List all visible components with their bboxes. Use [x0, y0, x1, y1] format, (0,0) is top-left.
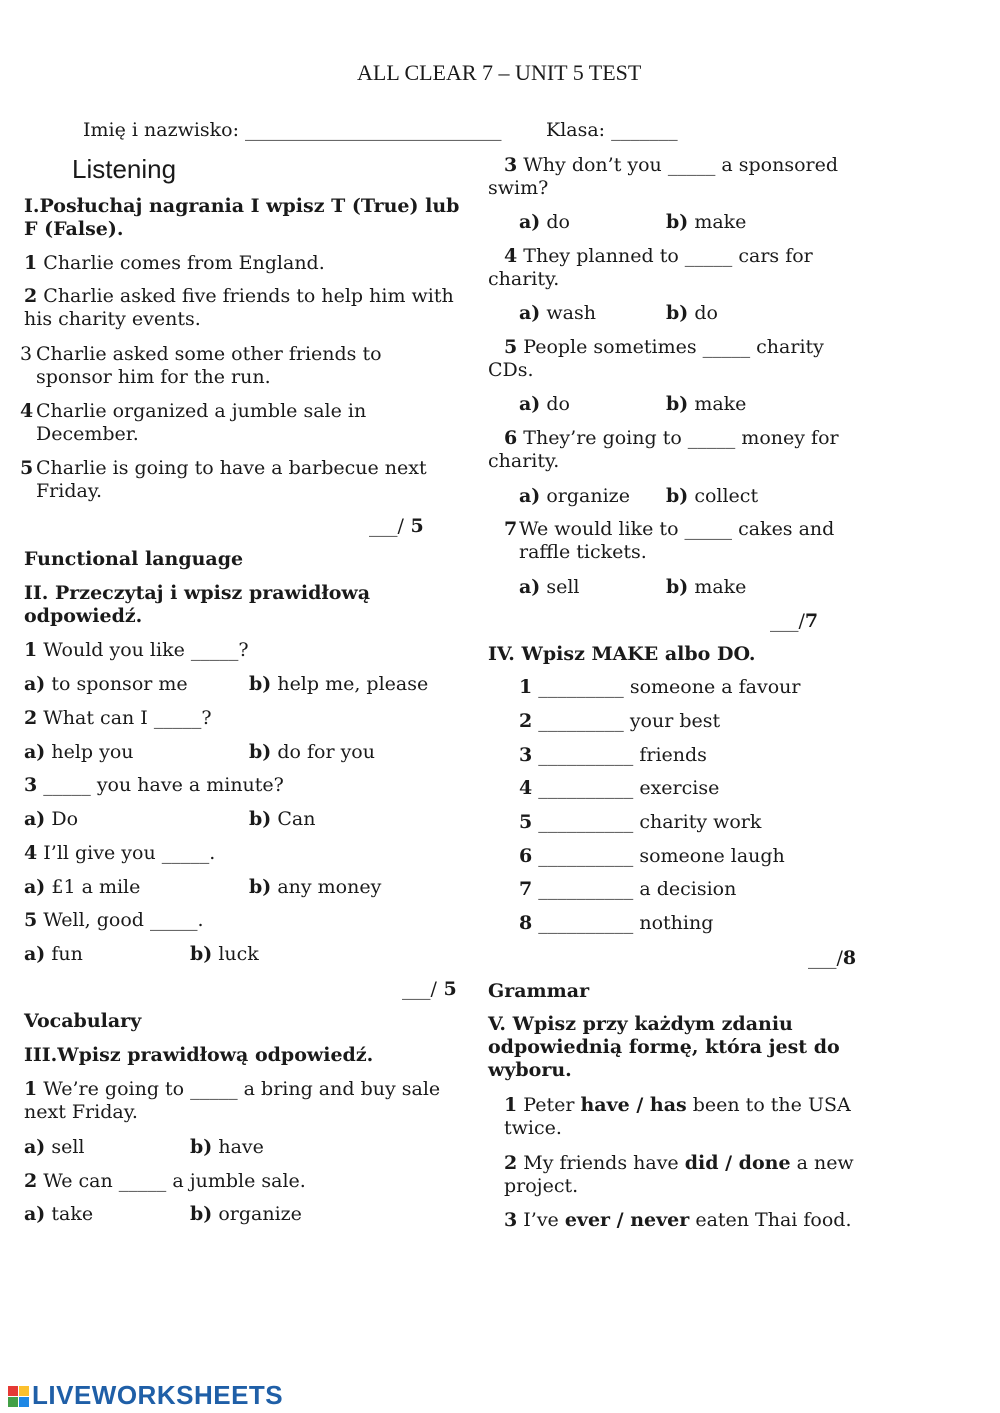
option-b[interactable]: b) organize — [190, 1203, 302, 1225]
functional-question: 2 What can I _____? — [24, 707, 212, 729]
option-b[interactable]: b) make — [666, 576, 747, 598]
option-a[interactable]: a) take — [24, 1203, 94, 1225]
grammar-heading: Grammar — [488, 980, 590, 1002]
functional-question: 3 _____ you have a minute? — [24, 774, 284, 796]
vocabulary-question: 2 We can _____ a jumble sale. — [24, 1170, 306, 1192]
make-do-item[interactable]: 6 __________ someone laugh — [519, 845, 785, 867]
make-do-item[interactable]: 2 _________ your best — [519, 710, 721, 732]
option-b[interactable]: b) make — [666, 393, 747, 415]
listening-item-number: 5 — [20, 457, 34, 479]
option-b[interactable]: b) do — [666, 302, 718, 324]
listening-item-number: 3 — [20, 343, 33, 365]
grammar-item[interactable]: 1 Peter have / has been to the USA twice. — [504, 1094, 851, 1139]
option-a[interactable]: a) sell — [519, 576, 580, 598]
functional-question: 1 Would you like _____? — [24, 639, 249, 661]
listening-instruction: I.Posłuchaj nagrania I wpisz T (True) lub F (False). — [24, 195, 460, 240]
listening-item: 1 Charlie comes from England. — [24, 252, 325, 274]
listening-heading: Listening — [72, 154, 177, 184]
page-title: ALL CLEAR 7 – UNIT 5 TEST — [357, 60, 642, 85]
make-do-item[interactable]: 4 __________ exercise — [519, 777, 720, 799]
listening-item: Charlie organized a jumble sale in December. — [36, 400, 367, 445]
make-do-item[interactable]: 3 __________ friends — [519, 744, 707, 766]
option-a[interactable]: a) to sponsor me — [24, 673, 188, 695]
option-b[interactable]: b) any money — [249, 876, 382, 898]
option-a[interactable]: a) do — [519, 211, 570, 233]
listening-score[interactable]: ___/ 5 — [369, 515, 424, 537]
option-b[interactable]: b) do for you — [249, 741, 375, 763]
option-a[interactable]: a) £1 a mile — [24, 876, 141, 898]
option-b[interactable]: b) make — [666, 211, 747, 233]
option-a[interactable]: a) fun — [24, 943, 83, 965]
name-field[interactable]: Imię i nazwisko: ___________________________ — [83, 119, 502, 141]
option-b[interactable]: b) luck — [190, 943, 259, 965]
vocabulary-item-number: 7 — [504, 518, 518, 540]
grammar-item[interactable]: 3 I’ve ever / never eaten Thai food. — [504, 1209, 852, 1231]
functional-score[interactable]: ___/ 5 — [402, 978, 457, 1000]
vocabulary-question: 3 Why don’t you _____ a sponsored swim? — [488, 154, 838, 199]
option-a[interactable]: a) do — [519, 393, 570, 415]
option-b[interactable]: b) help me, please — [249, 673, 429, 695]
functional-instruction: II. Przeczytaj i wpisz prawidłową odpowiedź. — [24, 582, 371, 627]
vocabulary-question: 1 We’re going to _____ a bring and buy sale next Friday. — [24, 1078, 441, 1123]
functional-question: 4 I’ll give you _____. — [24, 842, 216, 864]
grammar-instruction: V. Wpisz przy każdym zdaniu odpowiednią formę, która jest do wyboru. — [488, 1013, 840, 1081]
vocabulary-question: 6 They’re going to _____ money for charity. — [488, 427, 839, 472]
make-do-score[interactable]: ___/8 — [808, 947, 857, 969]
listening-item: 2 Charlie asked five friends to help him with his charity events. — [24, 285, 454, 330]
vocabulary-question: 5 People sometimes _____ charity CDs. — [488, 336, 824, 381]
option-a[interactable]: a) Do — [24, 808, 79, 830]
grammar-item[interactable]: 2 My friends have did / done a new project. — [504, 1152, 854, 1197]
vocabulary-question: We would like to _____ cakes and raffle tickets. — [519, 518, 835, 563]
functional-question: 5 Well, good _____. — [24, 909, 204, 931]
option-a[interactable]: a) wash — [519, 302, 596, 324]
liveworksheets-logo-icon — [8, 1386, 30, 1408]
make-do-instruction: IV. Wpisz MAKE albo DO. — [488, 643, 756, 665]
option-b[interactable]: b) collect — [666, 485, 759, 507]
class-field[interactable]: Klasa: _______ — [546, 119, 678, 141]
make-do-item[interactable]: 7 __________ a decision — [519, 878, 737, 900]
listening-item-number: 4 — [20, 400, 34, 422]
vocabulary-instruction: III.Wpisz prawidłową odpowiedź. — [24, 1044, 374, 1066]
vocabulary-score[interactable]: ___/7 — [770, 610, 819, 632]
vocabulary-heading: Vocabulary — [24, 1010, 142, 1032]
vocabulary-question: 4 They planned to _____ cars for charity. — [488, 245, 813, 290]
listening-item: Charlie is going to have a barbecue next Friday. — [36, 457, 427, 502]
functional-heading: Functional language — [24, 548, 244, 570]
make-do-item[interactable]: 8 __________ nothing — [519, 912, 714, 934]
brand-logo[interactable]: LIVEWORKSHEETS — [32, 1380, 284, 1410]
option-b[interactable]: b) Can — [249, 808, 316, 830]
option-a[interactable]: a) sell — [24, 1136, 85, 1158]
make-do-item[interactable]: 5 __________ charity work — [519, 811, 762, 833]
listening-item: Charlie asked some other friends to sponsor him for the run. — [36, 343, 382, 388]
option-a[interactable]: a) organize — [519, 485, 630, 507]
make-do-item[interactable]: 1 _________ someone a favour — [519, 676, 801, 698]
option-b[interactable]: b) have — [190, 1136, 264, 1158]
option-a[interactable]: a) help you — [24, 741, 134, 763]
